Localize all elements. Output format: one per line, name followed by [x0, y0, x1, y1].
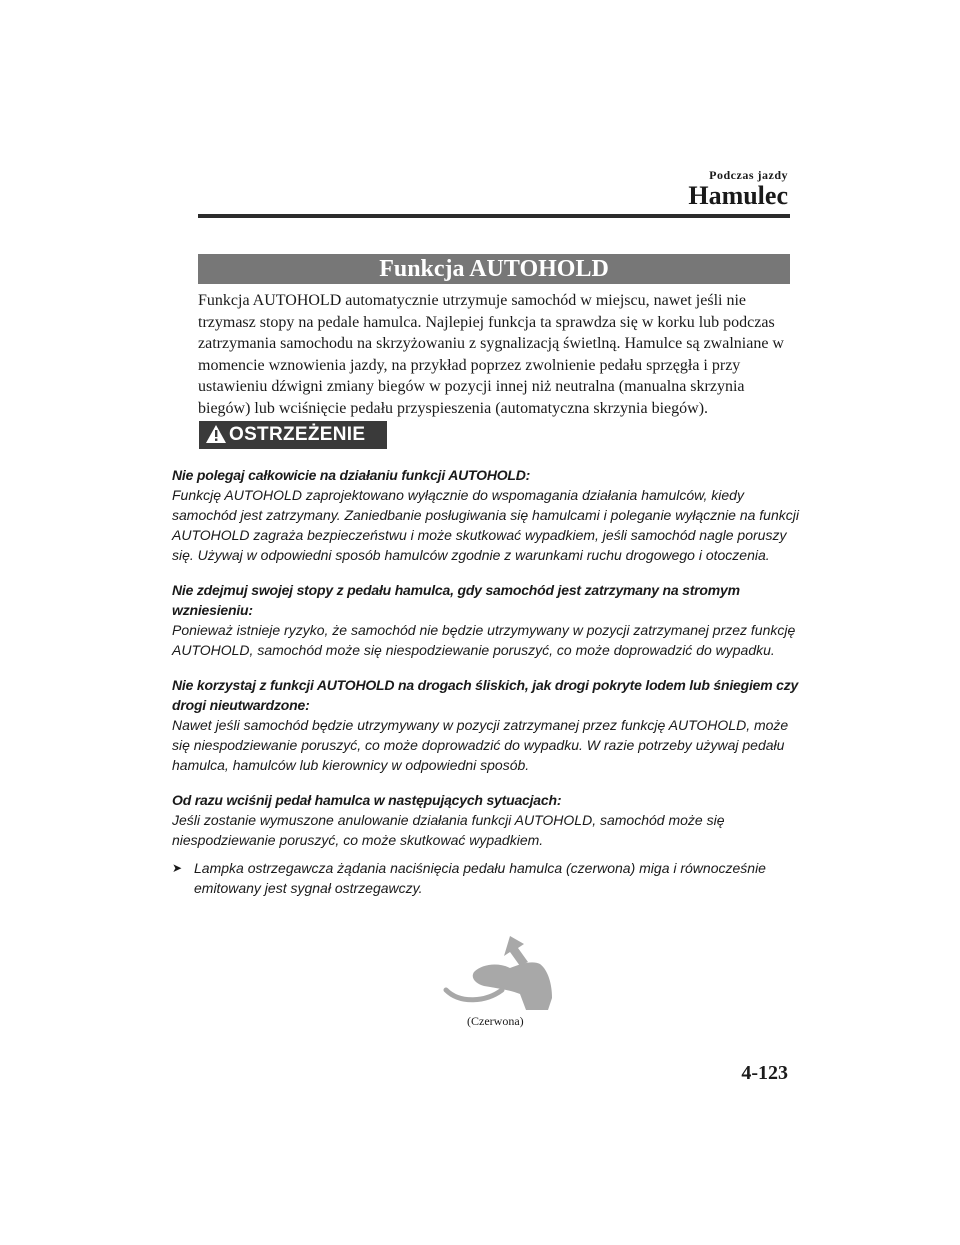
warning-item-text: Ponieważ istnieje ryzyko, że samochód nie będzie utrzymywany w pozycji zatrzymanej przez funkcję AUTOHOLD, samochód może się niespodziewanie poruszyć, co może doprowadzić do wypadku. [172, 622, 796, 658]
warning-triangle-icon [205, 424, 227, 444]
warning-bullet [172, 858, 802, 898]
warning-item-heading: Nie zdejmuj swojej stopy z pedału hamulca, gdy samochód jest zatrzymany na stromym wzniesieniu: [172, 582, 740, 618]
page-number: 4-123 [741, 1062, 788, 1084]
brake-pedal-warning-icon [440, 934, 560, 1012]
warning-bullet-text: Lampka ostrzegawcza żądania naciśnięcia pedału hamulca (czerwona) miga i równocześnie emitowany jest sygnał ostrzegawczy. [194, 860, 766, 896]
warning-label: OSTRZEŻENIE [229, 424, 366, 445]
warning-item [172, 790, 802, 850]
warning-item [172, 580, 802, 660]
section-header: Podczas jazdy [709, 168, 788, 182]
warning-item [172, 465, 802, 565]
warning-item-heading: Nie korzystaj z funkcji AUTOHOLD na drogach śliskich, jak drogi pokryte lodem lub śniegiem czy drogi nieutwardzone: [172, 677, 799, 713]
section-title: Funkcja AUTOHOLD [198, 254, 790, 284]
warning-body [172, 465, 802, 913]
figure-caption: (Czerwona) [467, 1014, 524, 1028]
warning-item-text: Funkcję AUTOHOLD zaprojektowano wyłącznie do wspomagania działania hamulców, kiedy samochód jest zatrzymany. Zaniedbanie posługiwania się hamulcami i poleganie wyłącznie na funkcji AUTOHOLD zagraża bezpieczeństwu i może skutkować wypadkiem, jeśli samochód nagle poruszy się. Używaj w odpowiedni sposób hamulców zgodnie z warunkami ruchu drogowego i otoczenia. [172, 487, 799, 563]
warning-item-text: Jeśli zostanie wymuszone anulowanie działania funkcji AUTOHOLD, samochód może się niespodziewanie poruszyć, co może skutkować wypadkiem. [172, 812, 725, 848]
chapter-header: Hamulec [688, 181, 788, 210]
header-rule [198, 214, 790, 218]
intro-paragraph: Funkcja AUTOHOLD automatycznie utrzymuje samochód w miejscu, nawet jeśli nie trzymasz stopy na pedale hamulca. Najlepiej funkcja ta sprawdza się w korku lub podczas zatrzymania samochodu na skrzyżowaniu z sygnalizacją świetlną. Hamulce są zwalniane w momencie wznowienia jazdy, na przykład poprzez zwolnienie pedału sprzęgła i przy ustawieniu dźwigni zmiany biegów w pozycji innej niż neutralna (manualna skrzynia biegów) lub wciśnięcie pedału przyspieszenia (automatyczna skrzynia biegów). [198, 292, 784, 417]
arrow-bullet-icon: ➤ [172, 861, 183, 875]
warning-item-heading: Od razu wciśnij pedał hamulca w następujących sytuacjach: [172, 792, 562, 808]
warning-item-heading: Nie polegaj całkowicie na działaniu funkcji AUTOHOLD: [172, 467, 531, 483]
warning-badge [199, 421, 387, 449]
warning-item [172, 675, 802, 775]
warning-item-text: Nawet jeśli samochód będzie utrzymywany w pozycji zatrzymanej przez funkcję AUTOHOLD, może się niespodziewanie poruszyć, co może doprowadzić do wypadku. W razie potrzeby używaj pedału hamulca, hamulców lub kierownicy w odpowiedni sposób. [172, 717, 789, 773]
